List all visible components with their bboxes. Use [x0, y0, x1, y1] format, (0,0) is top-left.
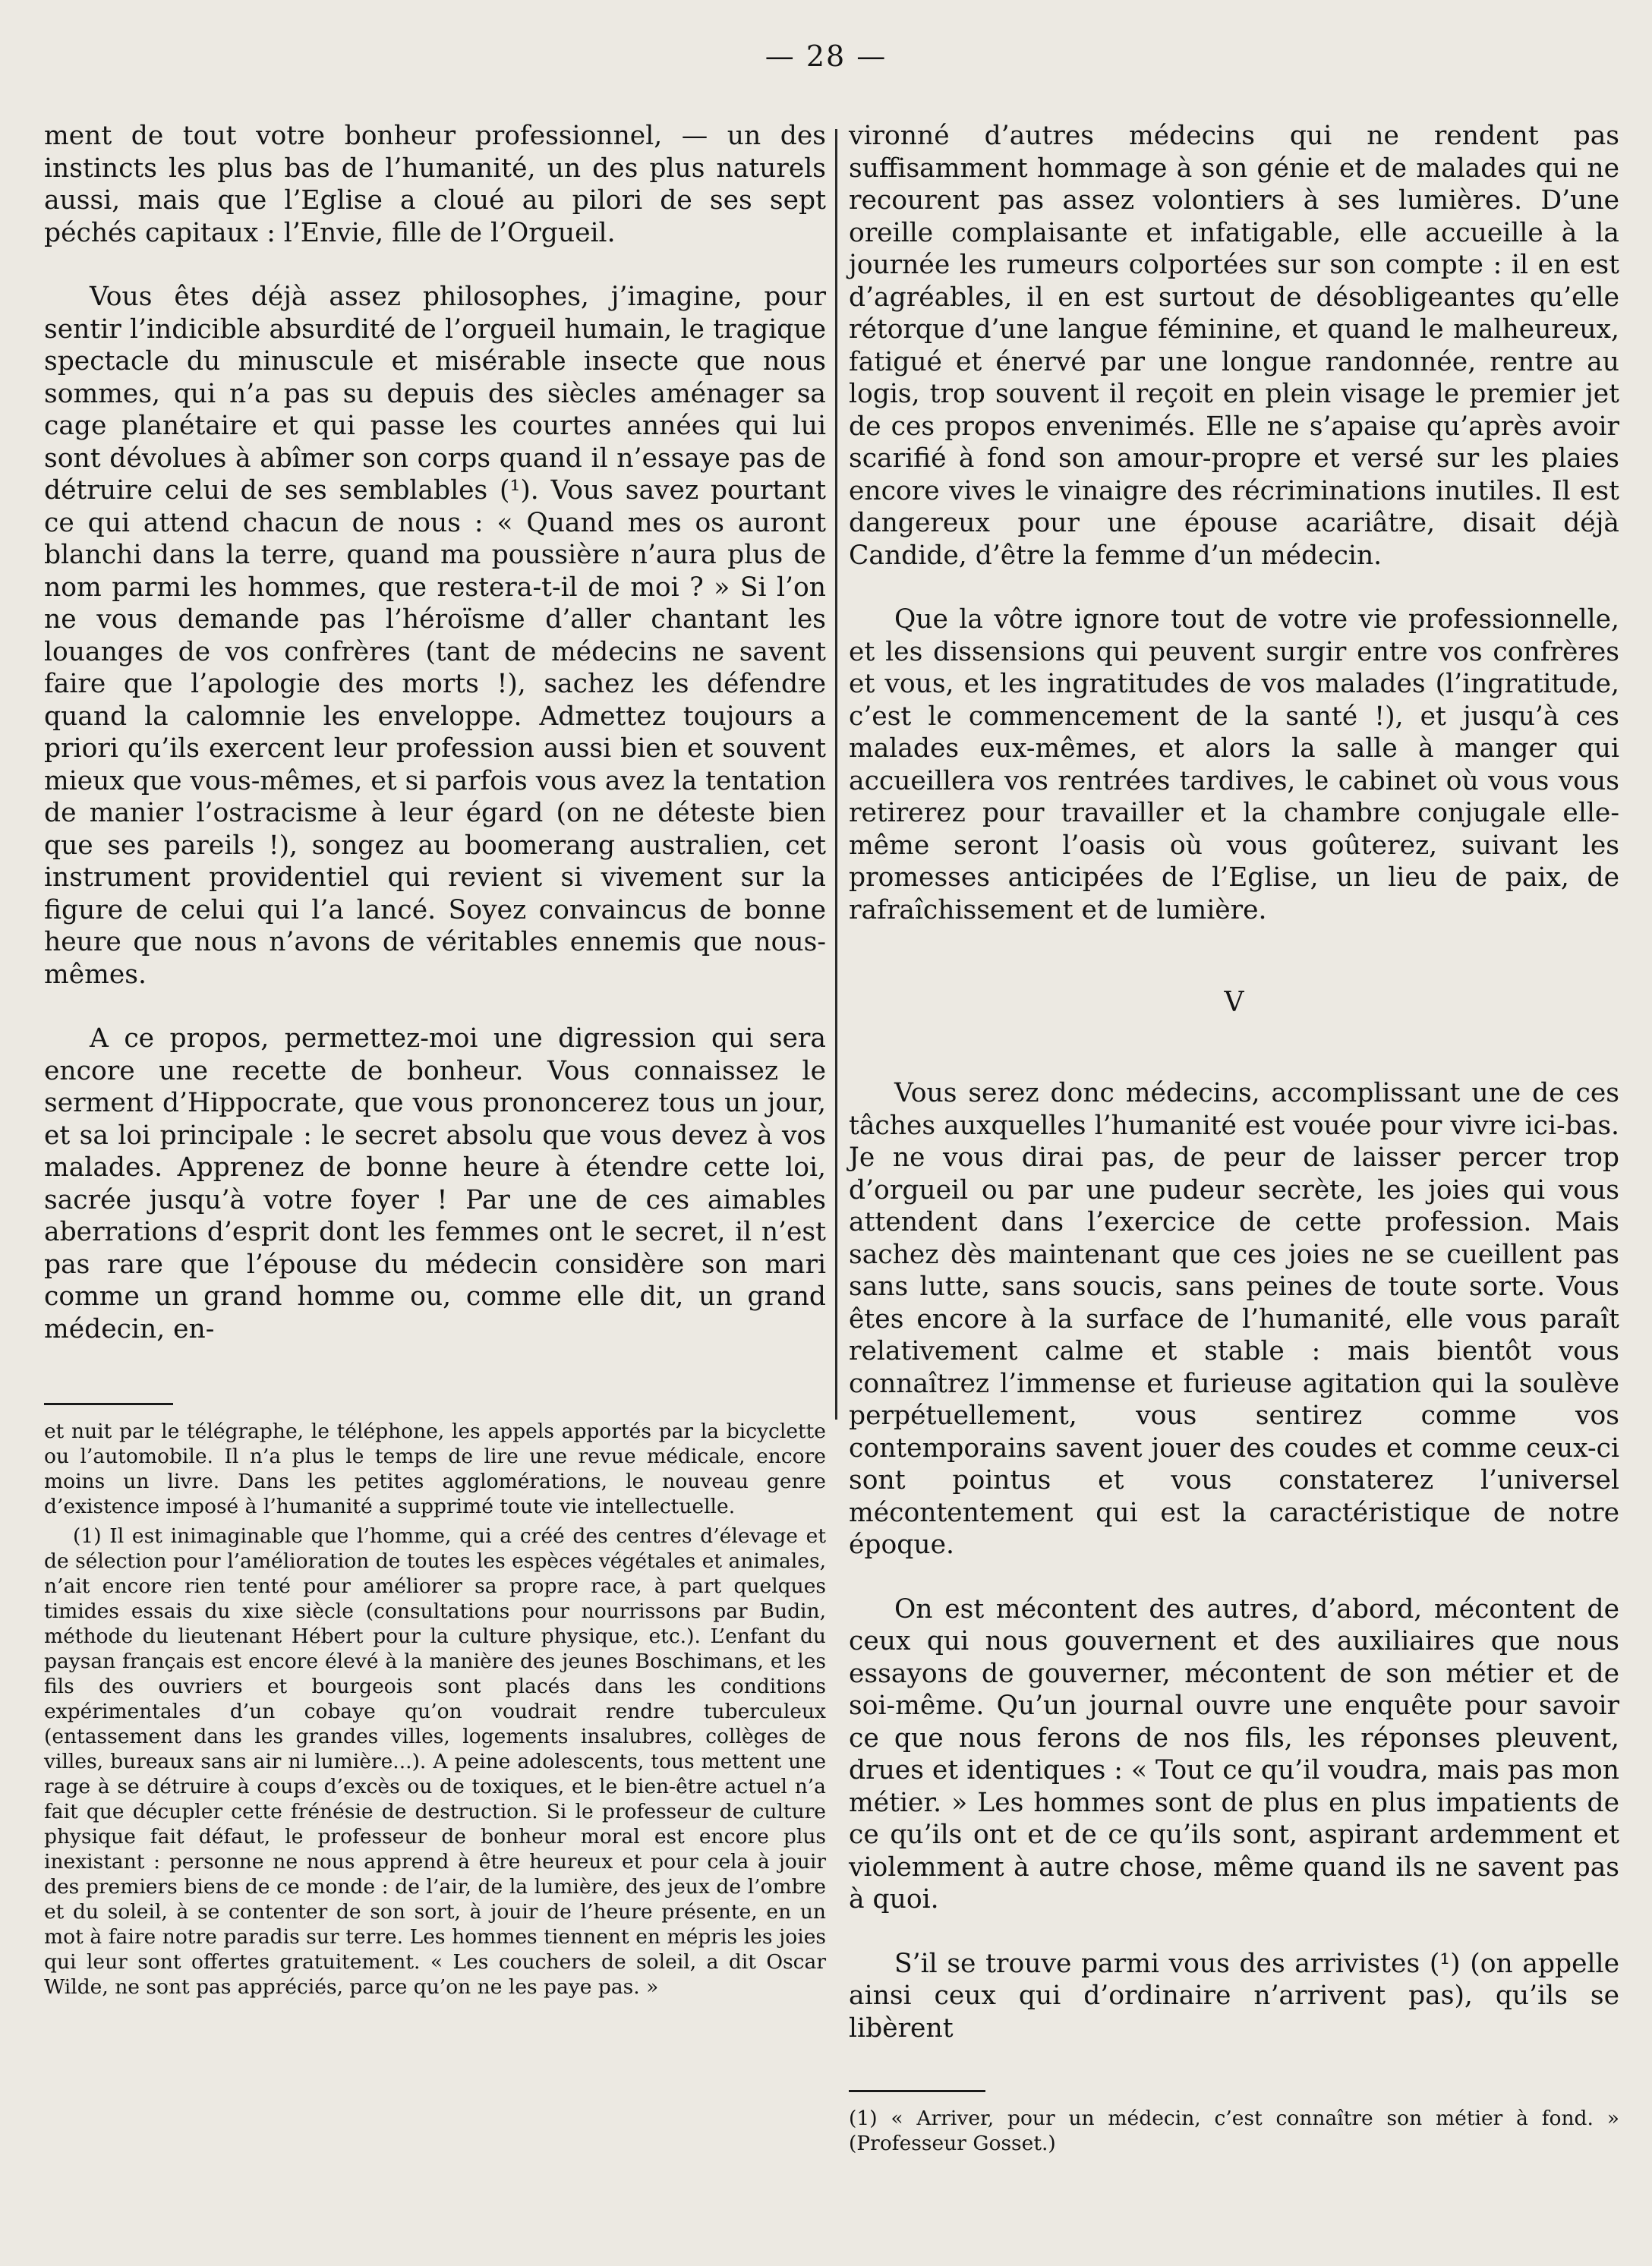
footnote-rule	[44, 1403, 173, 1405]
paragraph: Vous êtes déjà assez philosophes, j’imagine, pour sentir l’indicible absurdité de l’orgueil humain, le tragique spectacle du minuscule et misérable insecte que nous sommes, qui n’a pas su depuis des siècles aménager sa cage planétaire et qui passe les courtes années qui lui sont dévolues à abîmer son corps quand il n’essaye pas de détruire celui de ses semblables (¹). Vous savez pourtant ce qui attend chacun de nous : « Quand mes os auront blanchi dans la terre, quand ma poussière n’aura plus de nom parmi les hommes, que restera-t-il de moi ? » Si l’on ne vous demande pas l’héroïsme d’aller chantant les louanges de vos confrères (tant de médecins ne savent faire que l’apologie des morts !), sachez les défendre quand la calomnie les enveloppe. Admettez toujours a priori qu’ils exercent leur profession aussi bien et souvent mieux que vous-mêmes, et si parfois vous avez la tentation de manier l’ostracisme à leur égard (on ne déteste bien que ses pareils !), songez au boomerang australien, cet instrument providentiel qui revient si vivement sur la figure de celui qui l’a lancé. Soyez convaincus de bonne heure que nous n’avons de véritables ennemis que nous-mêmes.	[44, 282, 826, 990]
right-column	[849, 120, 1619, 2160]
paragraph: On est mécontent des autres, d’abord, mécontent de ceux qui nous gouvernent et des auxiliaires que nous essayons de gouverner, mécontent de son métier et de soi-même. Qu’un journal ouvre une enquête pour savoir ce que nous ferons de nos fils, les réponses pleuvent, drues et identiques : « Tout ce qu’il voudra, mais pas mon métier. » Les hommes sont de plus en plus impatients de ce qu’ils ont et de ce qu’ils sont, aspirant ardemment et violemment à autre chose, même quand ils ne savent pas à quoi.	[849, 1593, 1619, 1915]
left-column	[44, 120, 826, 2004]
paragraph: vironné d’autres médecins qui ne rendent pas suffisamment hommage à son génie et de malades qui ne recourent pas assez volontiers à ses lumières. D’une oreille complaisante et infatigable, elle accueille à la journée les rumeurs colportées sur son compte : il en est d’agréables, il en est surtout de désobligeantes qu’elle rétorque d’une langue féminine, et quand le malheureux, fatigué et énervé par une longue randonnée, rentre au logis, trop souvent il reçoit en plein visage le premier jet de ces propos envenimés. Elle ne s’apaise qu’après avoir scarifié à fond son amour-propre et versé sur les plaies encore vives le vinaigre des récriminations inutiles. Il est dangereux pour une épouse acariâtre, disait déjà Candide, d’être la femme d’un médecin.	[849, 121, 1619, 571]
paragraph: A ce propos, permettez-moi une digression qui sera encore une recette de bonheur. Vous connaissez le serment d’Hippocrate, que vous prononcerez tous un jour, et sa loi principale : le secret absolu que vous devez à vos malades. Apprenez de bonne heure à étendre cette loi, sacrée jusqu’à votre foyer ! Par une de ces aimables aberrations d’esprit dont les femmes ont le secret, il n’est pas rare que l’épouse du médecin considère son mari comme un grand homme ou, comme elle dit, un grand médecin, en-	[44, 1023, 826, 1344]
paragraph: Que la vôtre ignore tout de votre vie professionnelle, et les dissensions qui peuvent surgir entre vos confrères et vous, et les ingratitudes de vos malades (l’ingratitude, c’est le commencement de la santé !), et jusqu’à ces malades eux-mêmes, et alors la salle à manger qui accueillera vos rentrées tardives, le cabinet où vous vous retirerez pour travailler et la chambre conjugale elle-même seront l’oasis où vous goûterez, suivant les promesses anticipées de l’Eglise, un lieu de paix, de rafraîchissement et de lumière.	[849, 604, 1619, 925]
footnote-rule	[849, 2090, 985, 2092]
column-divider	[835, 129, 837, 1420]
paragraph: Vous serez donc médecins, accomplissant une de ces tâches auxquelles l’humanité est vouée pour vivre ici-bas. Je ne vous dirai pas, de peur de laisser percer trop d’orgueil ou par une pudeur secrète, les joies qui vous attendent dans l’exercice de cette profession. Mais sachez dès maintenant que ces joies ne se cueillent pas sans lutte, sans soucis, sans peines de toute sorte. Vous êtes encore à la surface de l’humanité, elle vous paraît relativement calme et stable : mais bientôt vous connaîtrez l’immense et furieuse agitation qui la soulève perpétuellement, vous sentirez comme vos contemporains savent jouer des coudes et comme ceux-ci sont pointus et vous constaterez l’universel mécontentement qui est la caractéristique de notre époque.	[849, 1078, 1619, 1560]
section-heading: V	[1224, 987, 1244, 1018]
footnote: (1) « Arriver, pour un médecin, c’est connaître son métier à fond. » (Professeur Gosset.)	[849, 2107, 1619, 2155]
footnote: et nuit par le télégraphe, le téléphone, les appels apportés par la bicyclette ou l’automobile. Il n’a plus le temps de lire une revue médicale, encore moins un livre. Dans les petites agglomérations, le nouveau genre d’existence imposé à l’humanité a supprimé toute vie intellectuelle.	[44, 1420, 826, 1518]
paragraph: S’il se trouve parmi vous des arrivistes (¹) (on appelle ainsi ceux qui d’ordinaire n’arrivent pas), qu’ils se libèrent	[849, 1948, 1619, 2044]
page-number: — 28 —	[765, 39, 887, 73]
footnote: (1) Il est inimaginable que l’homme, qui a créé des centres d’élevage et de sélection pour l’amélioration de toutes les espèces végétales et animales, n’ait encore rien tenté pour améliorer sa propre race, à part quelques timides essais du xixe siècle (consultations pour nourrissons par Budin, méthode du lieutenant Hébert pour la culture physique, etc.). L’enfant du paysan français est encore élevé à la manière des jeunes Boschimans, et les fils des ouvriers et bourgeois sont placés dans les conditions expérimentales d’un cobaye qu’on voudrait rendre tuberculeux (entassement dans les grandes villes, logements insalubres, collèges de villes, bureaux sans air ni lumière...). A peine adolescents, tous mettent une rage à se détruire à coups d’excès ou de toxiques, et le bien-être actuel n’a fait que décupler cette frénésie de destruction. Si le professeur de culture physique fait défaut, le professeur de bonheur moral est encore plus inexistant : personne ne nous apprend à être heureux et pour cela à jouir des premiers biens de ce monde : de l’air, de la lumière, des jeux de l’ombre et du soleil, à se contenter de son sort, à jouir de l’heure présente, en un mot à faire notre paradis sur terre. Les hommes tiennent en mépris les joies qui leur sont offertes gratuitement. « Les couchers de soleil, a dit Oscar Wilde, ne sont pas appréciés, parce qu’on ne les paye pas. »	[44, 1524, 826, 1999]
paragraph: ment de tout votre bonheur professionnel, — un des instincts les plus bas de l’humanité, un des plus naturels aussi, mais que l’Eglise a cloué au pilori de ses sept péchés capitaux : l’Envie, fille de l’Orgueil.	[44, 121, 826, 248]
